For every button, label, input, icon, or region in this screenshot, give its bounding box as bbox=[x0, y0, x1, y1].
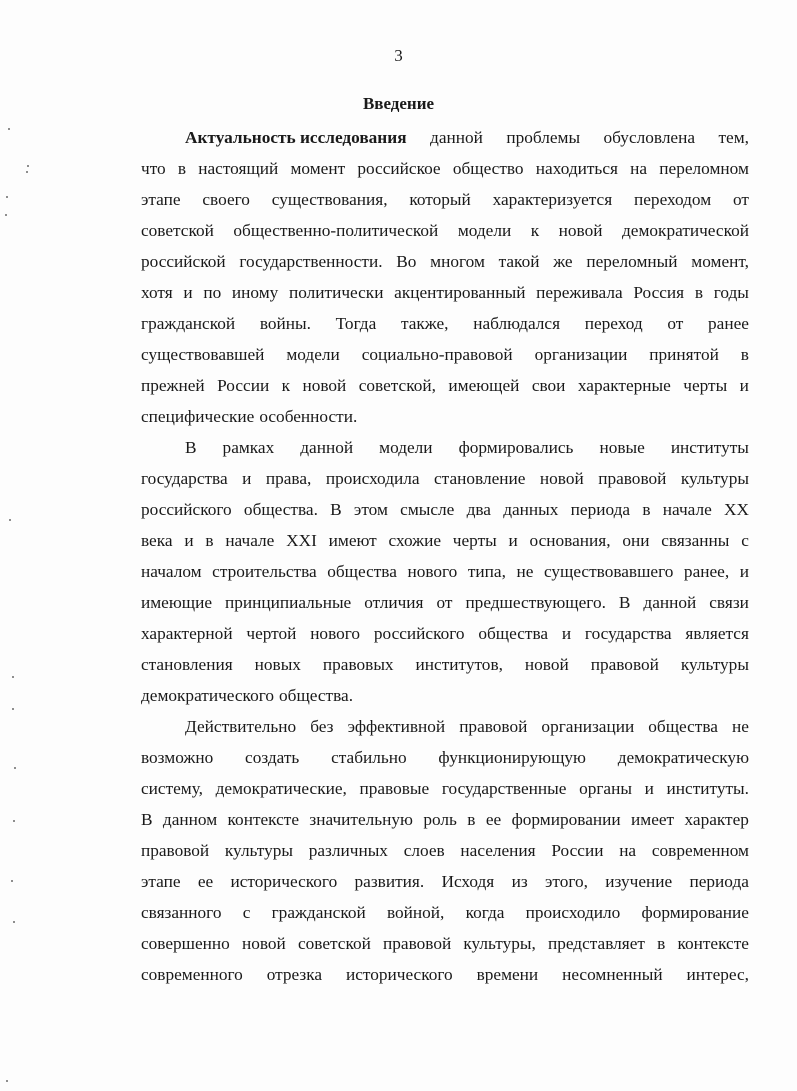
text-line: гражданской войны. Тогда также, наблюдался переход от ранее bbox=[141, 314, 749, 333]
text-line: что в настоящий момент российское общество находиться на переломном bbox=[141, 159, 749, 178]
text-line: современного отрезка исторического времени несомненный интерес, bbox=[141, 965, 749, 984]
text-line: российского общества. В этом смысле два данных периода в начале XX bbox=[141, 500, 749, 519]
text-line: существовавшей модели социально-правовой организации принятой в bbox=[141, 345, 749, 364]
section-heading: Введение bbox=[362, 94, 435, 113]
text-line: совершенно новой советской правовой культуры, представляет в контексте bbox=[141, 934, 749, 953]
text-line: характерной чертой нового российского общества и государства является bbox=[141, 624, 749, 643]
text-line: началом строительства общества нового типа, не существовавшего ранее, и bbox=[141, 562, 749, 581]
text-line: становления новых правовых институтов, новой правовой культуры bbox=[141, 655, 749, 674]
text-line: В данном контексте значительную роль в ее формировании имеет характер bbox=[141, 810, 749, 829]
text-line: Действительно без эффективной правовой организации общества не bbox=[185, 717, 749, 736]
text-line: возможно создать стабильно функционирующую демократическую bbox=[141, 748, 749, 767]
text-line: специфические особенности. bbox=[141, 407, 358, 426]
text-line: связанного с гражданской войной, когда происходило формирование bbox=[141, 903, 749, 922]
page-number: 3 bbox=[394, 46, 403, 65]
text-line: демократического общества. bbox=[141, 686, 354, 705]
body-text bbox=[141, 122, 749, 990]
text-line: этапе своего существования, который характеризуется переходом от bbox=[141, 190, 749, 209]
text-line: имеющие принципиальные отличия от предшествующего. В данной связи bbox=[141, 593, 749, 612]
text-line: российской государственности. Во многом такой же переломный момент, bbox=[141, 252, 749, 271]
text-line: хотя и по иному политически акцентированный переживала Россия в годы bbox=[141, 283, 749, 302]
text-line: Актуальность исследования данной проблемы обусловлена тем, bbox=[141, 122, 749, 153]
text-line: государства и права, происходила становление новой правовой культуры bbox=[141, 469, 749, 488]
text-line: этапе ее исторического развития. Исходя из этого, изучение периода bbox=[141, 872, 749, 891]
text-line: прежней России к новой советской, имеющей свои характерные черты и bbox=[141, 376, 749, 395]
text-line: советской общественно-политической модели к новой демократической bbox=[141, 221, 749, 240]
text-line: В рамках данной модели формировались новые институты bbox=[185, 438, 749, 457]
text-line: века и в начале XXI имеют схожие черты и основания, они связанны с bbox=[141, 531, 749, 550]
scan-margin-marks bbox=[0, 0, 30, 1091]
text-line: систему, демократические, правовые государственные органы и институты. bbox=[141, 779, 749, 798]
lead-bold-term: Актуальность исследования bbox=[185, 128, 407, 147]
text-line: правовой культуры различных слоев населения России на современном bbox=[141, 841, 749, 860]
